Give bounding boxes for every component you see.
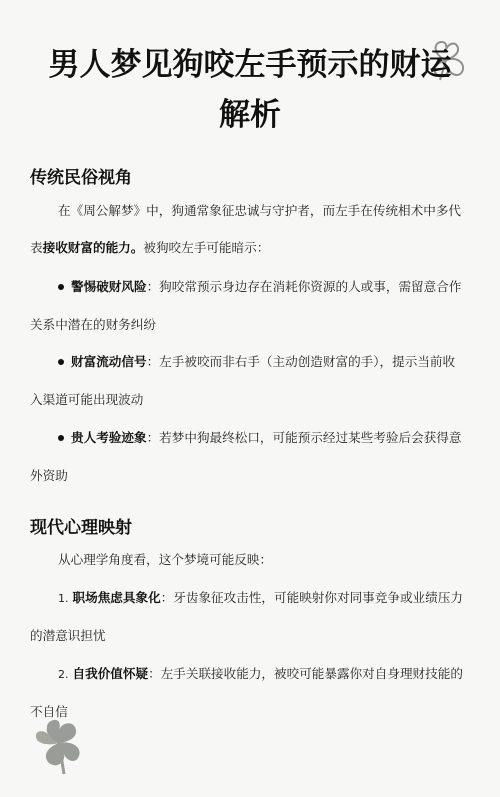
list-item-continuation: 的潜意识担忧 bbox=[30, 628, 106, 643]
list-item-continuation: 不自信 bbox=[30, 704, 68, 719]
list-item: 1. 职场焦虑具象化：牙齿象征攻击性，可能映射你对同事竞争或业绩压力 bbox=[58, 590, 463, 605]
list-item-continuation: 外资助 bbox=[30, 468, 68, 483]
paragraph-line: 从心理学角度看，这个梦境可能反映： bbox=[58, 552, 273, 567]
section-heading: 传统民俗视角 bbox=[30, 168, 132, 188]
paragraph-line: 表接收财富的能力。被狗咬左手可能暗示： bbox=[30, 240, 270, 255]
section-heading: 现代心理映射 bbox=[30, 518, 132, 538]
bullet-icon bbox=[58, 284, 64, 290]
paragraph-line: 在《周公解梦》中，狗通常象征忠诚与守护者，而左手在传统相术中多代 bbox=[58, 203, 461, 218]
page-title bbox=[20, 40, 480, 140]
list-item: 财富流动信号：左手被咬而非右手（主动创造财富的手），提示当前收 bbox=[58, 352, 472, 372]
bullet-icon bbox=[58, 435, 64, 441]
list-item: 警惕破财风险：狗咬常预示身边存在消耗你资源的人或事，需留意合作 bbox=[58, 277, 472, 297]
title-line-2: 解析 bbox=[219, 97, 281, 133]
bullet-icon bbox=[58, 359, 64, 365]
title-line-1: 男人梦见狗咬左手预示的财运 bbox=[48, 47, 452, 83]
list-item-continuation: 关系中潜在的财务纠纷 bbox=[30, 317, 156, 332]
list-item: 贵人考验迹象：若梦中狗最终松口，可能预示经过某些考验后会获得意 bbox=[58, 428, 472, 448]
list-item-continuation: 入渠道可能出现波动 bbox=[30, 392, 144, 407]
list-item: 2. 自我价值怀疑：左手关联接收能力，被咬可能暴露你对自身理财技能的 bbox=[58, 666, 463, 681]
